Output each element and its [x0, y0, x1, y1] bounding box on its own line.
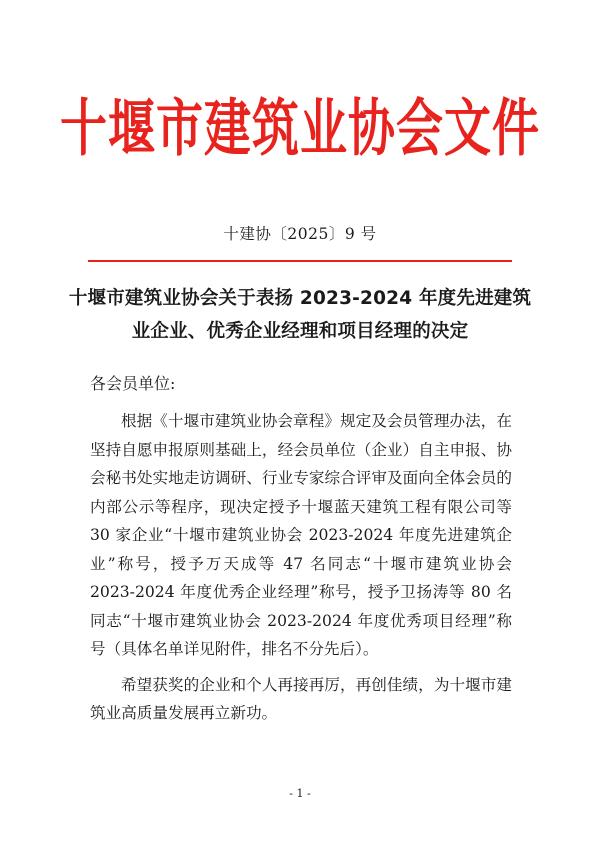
document-title-line-2: 业企业、优秀企业经理和项目经理的决定 — [131, 321, 469, 342]
document-number: 十建协〔2025〕9 号 — [223, 225, 377, 243]
red-divider-line — [88, 260, 512, 262]
org-header-title: 十堰市建筑业协会文件 — [60, 92, 540, 166]
document-title — [60, 282, 540, 348]
page-number: - 1 - — [289, 787, 311, 800]
document-title-line-1: 十堰市建筑业协会关于表扬 2023-2024 年度先进建筑 — [68, 288, 532, 309]
addressee: 各会员单位: — [90, 374, 176, 393]
body-paragraph-1: 根据《十堰市建筑业协会章程》规定及会员管理办法，在坚持自愿申报原则基础上，经会员单位（企业）自主申报、协会秘书处实地走访调研、行业专家综合评审及面向全体会员的内部公示等程序，现决定授予十堰蓝天建筑工程有限公司等 30 家企业“十堰市建筑业协会 2023-2024 年度先进建筑企业”称号，授予万天成等 47 名同志“十堰市建筑业协会 2023-2024 年度优秀企业经理”称号，授予卫扬涛等 80 名同志“十堰市建筑业协会 2023-2024 年度优秀项目经理”称号（具体名单详见附件，排名不分先后）。 — [90, 412, 512, 658]
body-paragraph-2: 希望获奖的企业和个人再接再厉，再创佳绩，为十堰市建筑业高质量发展再立新功。 — [90, 675, 512, 722]
body-text — [90, 407, 512, 728]
